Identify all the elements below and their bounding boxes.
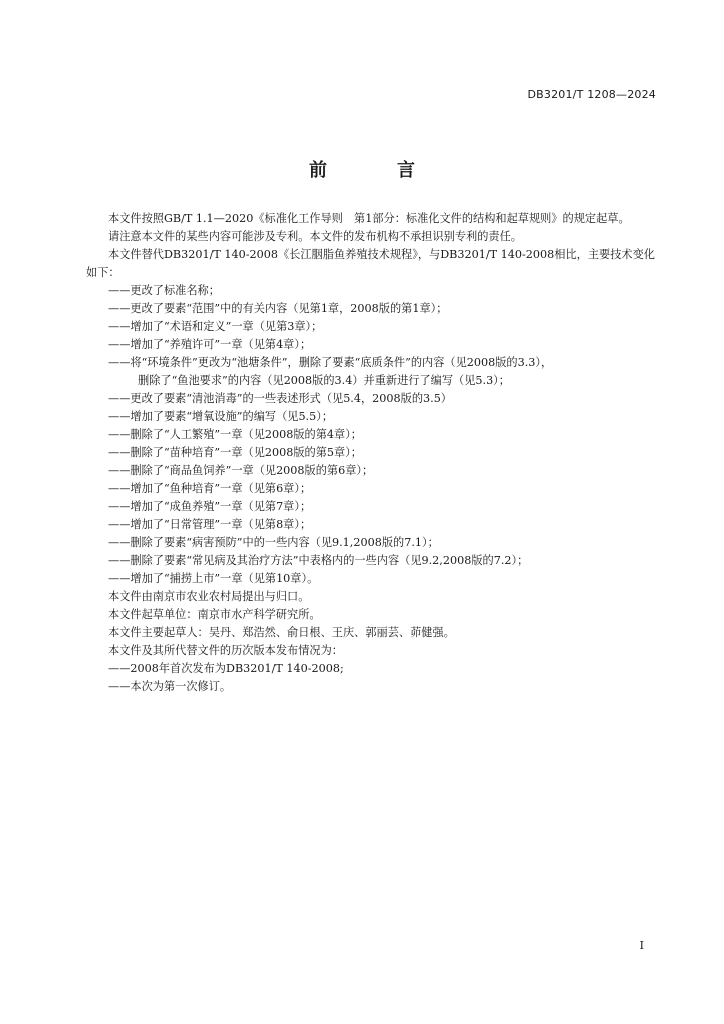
paragraph-replacement: 本文件替代DB3201/T 140-2008《长江胭脂鱼养殖技术规程》，与DB3201/T 140-2008相比，主要技术变化如下： bbox=[86, 248, 655, 279]
page-number: I bbox=[639, 939, 644, 952]
change-item-continuation: 删除了“鱼池要求”的内容（见2008版的3.4）并重新进行了编写（见5.3）； bbox=[138, 374, 510, 387]
change-item: ——将“环境条件”更改为“池塘条件”，删除了要素“底质条件”的内容（见2008版的3.3）， bbox=[108, 356, 553, 369]
page-title: 前 言 bbox=[309, 160, 441, 181]
change-item: ——更改了要素“清池消毒”的一些表述形式（见5.4，2008版的3.5） bbox=[108, 392, 452, 405]
change-item: ——增加了“成鱼养殖”一章（见第7章）； bbox=[108, 500, 312, 513]
change-item: ——删除了“人工繁殖”一章（见2008版的第4章）； bbox=[108, 428, 362, 441]
change-item: ——删除了“苗种培育”一章（见2008版的第5章）； bbox=[108, 446, 362, 459]
change-item: ——增加了“捕捞上市”一章（见第10章）。 bbox=[108, 572, 319, 585]
paragraph-patent-notice: 请注意本文件的某些内容可能涉及专利。本文件的发布机构不承担识别专利的责任。 bbox=[108, 230, 522, 243]
change-item: ——增加了要素“增氧设施”的编写（见5.5）； bbox=[108, 410, 334, 423]
paragraph-drafters: 本文件主要起草人：吴丹、郑浩然、俞日根、王庆、郭丽芸、茆健强。 bbox=[108, 626, 455, 639]
paragraph-history-intro: 本文件及其所代替文件的历次版本发布情况为： bbox=[108, 644, 343, 657]
document-code: DB3201/T 1208—2024 bbox=[527, 88, 656, 101]
change-item: ——增加了“养殖许可”一章（见第4章）； bbox=[108, 338, 312, 351]
paragraph-proposer: 本文件由南京市农业农村局提出与归口。 bbox=[108, 590, 310, 603]
change-item: ——增加了“日常管理”一章（见第8章）； bbox=[108, 518, 312, 531]
change-item: ——删除了“商品鱼饲养”一章（见2008版的第6章）； bbox=[108, 464, 374, 477]
history-item: ——2008年首次发布为DB3201/T 140-2008; bbox=[108, 662, 344, 675]
change-item: ——删除了要素“病害预防”中的一些内容（见9.1,2008版的7.1）； bbox=[108, 536, 439, 549]
paragraph-drafting-unit: 本文件起草单位：南京市水产科学研究所。 bbox=[108, 608, 321, 621]
paragraph-drafting-rules: 本文件按照GB/T 1.1—2020《标准化工作导则 第1部分：标准化文件的结构和起草规则》的规定起草。 bbox=[108, 212, 630, 225]
change-item: ——更改了标准名称； bbox=[108, 284, 220, 297]
change-item: ——删除了要素“常见病及其治疗方法”中表格内的一些内容（见9.2,2008版的7.2）； bbox=[108, 554, 529, 567]
history-item: ——本次为第一次修订。 bbox=[108, 680, 232, 693]
change-item: ——增加了“术语和定义”一章（见第3章）； bbox=[108, 320, 323, 333]
preface-body bbox=[86, 210, 660, 696]
change-item: ——增加了“鱼种培育”一章（见第6章）； bbox=[108, 482, 312, 495]
change-item: ——更改了要素“范围”中的有关内容（见第1章，2008版的第1章）； bbox=[108, 302, 448, 315]
